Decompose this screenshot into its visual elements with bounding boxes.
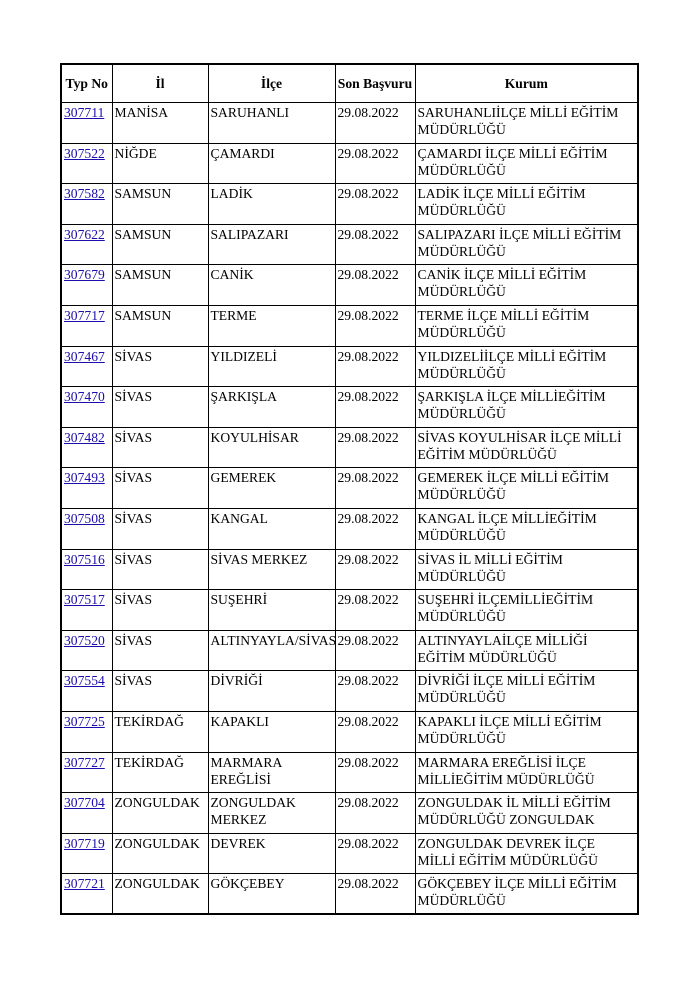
cell-kurum: SİVAS KOYULHİSAR İLÇE MİLLİ EĞİTİM MÜDÜRLÜĞÜ xyxy=(415,427,638,468)
table-row xyxy=(61,590,638,631)
cell-ilce: ALTINYAYLA/SİVAS xyxy=(208,630,335,671)
cell-il: SİVAS xyxy=(112,346,208,387)
cell-typ-no xyxy=(61,468,112,509)
cell-kurum: ZONGULDAK DEVREK İLÇE MİLLİ EĞİTİM MÜDÜRLÜĞÜ xyxy=(415,833,638,874)
table-row xyxy=(61,549,638,590)
table-row xyxy=(61,184,638,225)
cell-son-basvuru: 29.08.2022 xyxy=(335,793,415,834)
table-row xyxy=(61,833,638,874)
job-table xyxy=(60,63,639,915)
cell-il: SİVAS xyxy=(112,468,208,509)
cell-son-basvuru: 29.08.2022 xyxy=(335,184,415,225)
cell-kurum: SUŞEHRİ İLÇEMİLLİEĞİTİM MÜDÜRLÜĞÜ xyxy=(415,590,638,631)
cell-il: MANİSA xyxy=(112,103,208,144)
typ-no-link[interactable]: 307679 xyxy=(64,267,105,283)
table-row xyxy=(61,874,638,915)
cell-typ-no xyxy=(61,387,112,428)
table-row xyxy=(61,793,638,834)
table-row xyxy=(61,103,638,144)
cell-ilce: SUŞEHRİ xyxy=(208,590,335,631)
cell-ilce: KANGAL xyxy=(208,508,335,549)
cell-son-basvuru: 29.08.2022 xyxy=(335,468,415,509)
cell-kurum: SARUHANLIİLÇE MİLLİ EĞİTİM MÜDÜRLÜĞÜ xyxy=(415,103,638,144)
typ-no-link[interactable]: 307554 xyxy=(64,673,105,689)
cell-il: ZONGULDAK xyxy=(112,793,208,834)
typ-no-link[interactable]: 307704 xyxy=(64,795,105,811)
cell-kurum: GEMEREK İLÇE MİLLİ EĞİTİM MÜDÜRLÜĞÜ xyxy=(415,468,638,509)
cell-kurum: ZONGULDAK İL MİLLİ EĞİTİM MÜDÜRLÜĞÜ ZONGULDAK xyxy=(415,793,638,834)
cell-ilce: KAPAKLI xyxy=(208,711,335,752)
cell-il: SİVAS xyxy=(112,590,208,631)
header-kurum: Kurum xyxy=(415,64,638,103)
cell-kurum: LADİK İLÇE MİLLİ EĞİTİM MÜDÜRLÜĞÜ xyxy=(415,184,638,225)
cell-il: SİVAS xyxy=(112,671,208,712)
table-header xyxy=(61,64,638,103)
cell-il: TEKİRDAĞ xyxy=(112,711,208,752)
table-body xyxy=(61,103,638,915)
table-row xyxy=(61,346,638,387)
cell-ilce: ZONGULDAK MERKEZ xyxy=(208,793,335,834)
cell-il: SİVAS xyxy=(112,549,208,590)
typ-no-link[interactable]: 307622 xyxy=(64,226,105,242)
cell-typ-no xyxy=(61,671,112,712)
cell-ilce: ŞARKIŞLA xyxy=(208,387,335,428)
cell-kurum: ÇAMARDI İLÇE MİLLİ EĞİTİM MÜDÜRLÜĞÜ xyxy=(415,143,638,184)
typ-no-link[interactable]: 307493 xyxy=(64,470,105,486)
cell-son-basvuru: 29.08.2022 xyxy=(335,143,415,184)
cell-il: TEKİRDAĞ xyxy=(112,752,208,793)
cell-il: SAMSUN xyxy=(112,305,208,346)
table-row xyxy=(61,387,638,428)
header-row xyxy=(61,64,638,103)
cell-kurum: GÖKÇEBEY İLÇE MİLLİ EĞİTİM MÜDÜRLÜĞÜ xyxy=(415,874,638,915)
cell-ilce: GÖKÇEBEY xyxy=(208,874,335,915)
cell-typ-no xyxy=(61,711,112,752)
cell-kurum: SİVAS İL MİLLİ EĞİTİM MÜDÜRLÜĞÜ xyxy=(415,549,638,590)
cell-typ-no xyxy=(61,143,112,184)
cell-kurum: ŞARKIŞLA İLÇE MİLLİEĞİTİM MÜDÜRLÜĞÜ xyxy=(415,387,638,428)
header-ilce: İlçe xyxy=(208,64,335,103)
cell-typ-no xyxy=(61,833,112,874)
cell-son-basvuru: 29.08.2022 xyxy=(335,711,415,752)
cell-typ-no xyxy=(61,346,112,387)
cell-ilce: DEVREK xyxy=(208,833,335,874)
cell-kurum: KANGAL İLÇE MİLLİEĞİTİM MÜDÜRLÜĞÜ xyxy=(415,508,638,549)
cell-typ-no xyxy=(61,630,112,671)
cell-typ-no xyxy=(61,103,112,144)
typ-no-link[interactable]: 307721 xyxy=(64,876,105,892)
cell-typ-no xyxy=(61,793,112,834)
cell-typ-no xyxy=(61,224,112,265)
cell-il: SAMSUN xyxy=(112,224,208,265)
cell-typ-no xyxy=(61,265,112,306)
cell-son-basvuru: 29.08.2022 xyxy=(335,630,415,671)
cell-ilce: SALIPAZARI xyxy=(208,224,335,265)
cell-il: NİĞDE xyxy=(112,143,208,184)
typ-no-link[interactable]: 307719 xyxy=(64,835,105,851)
cell-son-basvuru: 29.08.2022 xyxy=(335,508,415,549)
cell-son-basvuru: 29.08.2022 xyxy=(335,387,415,428)
cell-il: SİVAS xyxy=(112,387,208,428)
cell-il: SAMSUN xyxy=(112,265,208,306)
cell-son-basvuru: 29.08.2022 xyxy=(335,549,415,590)
table-row xyxy=(61,143,638,184)
cell-kurum: YILDIZELİİLÇE MİLLİ EĞİTİM MÜDÜRLÜĞÜ xyxy=(415,346,638,387)
cell-kurum: KAPAKLI İLÇE MİLLİ EĞİTİM MÜDÜRLÜĞÜ xyxy=(415,711,638,752)
cell-son-basvuru: 29.08.2022 xyxy=(335,224,415,265)
cell-ilce: KOYULHİSAR xyxy=(208,427,335,468)
table-row xyxy=(61,224,638,265)
typ-no-link[interactable]: 307717 xyxy=(64,307,105,323)
cell-ilce: SİVAS MERKEZ xyxy=(208,549,335,590)
cell-ilce: ÇAMARDI xyxy=(208,143,335,184)
typ-no-link[interactable]: 307711 xyxy=(64,105,105,120)
typ-no-link[interactable]: 307517 xyxy=(64,592,105,608)
cell-son-basvuru: 29.08.2022 xyxy=(335,103,415,144)
typ-no-link[interactable]: 307520 xyxy=(64,632,105,648)
cell-son-basvuru: 29.08.2022 xyxy=(335,305,415,346)
typ-no-link[interactable]: 307482 xyxy=(64,429,105,445)
cell-typ-no xyxy=(61,184,112,225)
header-son-basvuru: Son Başvuru xyxy=(335,64,415,103)
cell-il: ZONGULDAK xyxy=(112,874,208,915)
cell-typ-no xyxy=(61,874,112,915)
table-row xyxy=(61,508,638,549)
cell-ilce: LADİK xyxy=(208,184,335,225)
cell-son-basvuru: 29.08.2022 xyxy=(335,427,415,468)
header-il: İl xyxy=(112,64,208,103)
table-row xyxy=(61,671,638,712)
cell-kurum: SALIPAZARI İLÇE MİLLİ EĞİTİM MÜDÜRLÜĞÜ xyxy=(415,224,638,265)
cell-kurum: MARMARA EREĞLİSİ İLÇE MİLLİEĞİTİM MÜDÜRLÜĞÜ xyxy=(415,752,638,793)
cell-ilce: DİVRİĞİ xyxy=(208,671,335,712)
cell-typ-no xyxy=(61,427,112,468)
table-row xyxy=(61,265,638,306)
cell-ilce: SARUHANLI xyxy=(208,103,335,144)
table-row xyxy=(61,468,638,509)
cell-ilce: MARMARA EREĞLİSİ xyxy=(208,752,335,793)
cell-son-basvuru: 29.08.2022 xyxy=(335,752,415,793)
cell-typ-no xyxy=(61,590,112,631)
cell-son-basvuru: 29.08.2022 xyxy=(335,590,415,631)
typ-no-link[interactable]: 307470 xyxy=(64,389,105,405)
cell-son-basvuru: 29.08.2022 xyxy=(335,671,415,712)
cell-typ-no xyxy=(61,508,112,549)
typ-no-link[interactable]: 307522 xyxy=(64,145,105,161)
typ-no-link[interactable]: 307725 xyxy=(64,713,105,729)
cell-il: SİVAS xyxy=(112,508,208,549)
cell-typ-no xyxy=(61,305,112,346)
cell-il: SİVAS xyxy=(112,427,208,468)
typ-no-link[interactable]: 307727 xyxy=(64,754,105,770)
header-typ-no: Typ No xyxy=(61,64,112,103)
cell-kurum: TERME İLÇE MİLLİ EĞİTİM MÜDÜRLÜĞÜ xyxy=(415,305,638,346)
typ-no-link[interactable]: 307516 xyxy=(64,551,105,567)
typ-no-link[interactable]: 307582 xyxy=(64,186,105,202)
cell-son-basvuru: 29.08.2022 xyxy=(335,874,415,915)
table-row xyxy=(61,427,638,468)
cell-il: SİVAS xyxy=(112,630,208,671)
cell-ilce: CANİK xyxy=(208,265,335,306)
table-row xyxy=(61,305,638,346)
typ-no-link[interactable]: 307467 xyxy=(64,348,105,364)
cell-il: ZONGULDAK xyxy=(112,833,208,874)
typ-no-link[interactable]: 307508 xyxy=(64,510,105,526)
cell-kurum: ALTINYAYLAİLÇE MİLLİĞİ EĞİTİM MÜDÜRLÜĞÜ xyxy=(415,630,638,671)
job-table-container xyxy=(60,63,637,915)
cell-ilce: YILDIZELİ xyxy=(208,346,335,387)
cell-typ-no xyxy=(61,549,112,590)
cell-il: SAMSUN xyxy=(112,184,208,225)
cell-ilce: GEMEREK xyxy=(208,468,335,509)
table-row xyxy=(61,752,638,793)
cell-typ-no xyxy=(61,752,112,793)
table-row xyxy=(61,711,638,752)
cell-kurum: CANİK İLÇE MİLLİ EĞİTİM MÜDÜRLÜĞÜ xyxy=(415,265,638,306)
cell-son-basvuru: 29.08.2022 xyxy=(335,833,415,874)
cell-ilce: TERME xyxy=(208,305,335,346)
cell-son-basvuru: 29.08.2022 xyxy=(335,346,415,387)
cell-son-basvuru: 29.08.2022 xyxy=(335,265,415,306)
table-row xyxy=(61,630,638,671)
cell-kurum: DİVRİĞİ İLÇE MİLLİ EĞİTİM MÜDÜRLÜĞÜ xyxy=(415,671,638,712)
